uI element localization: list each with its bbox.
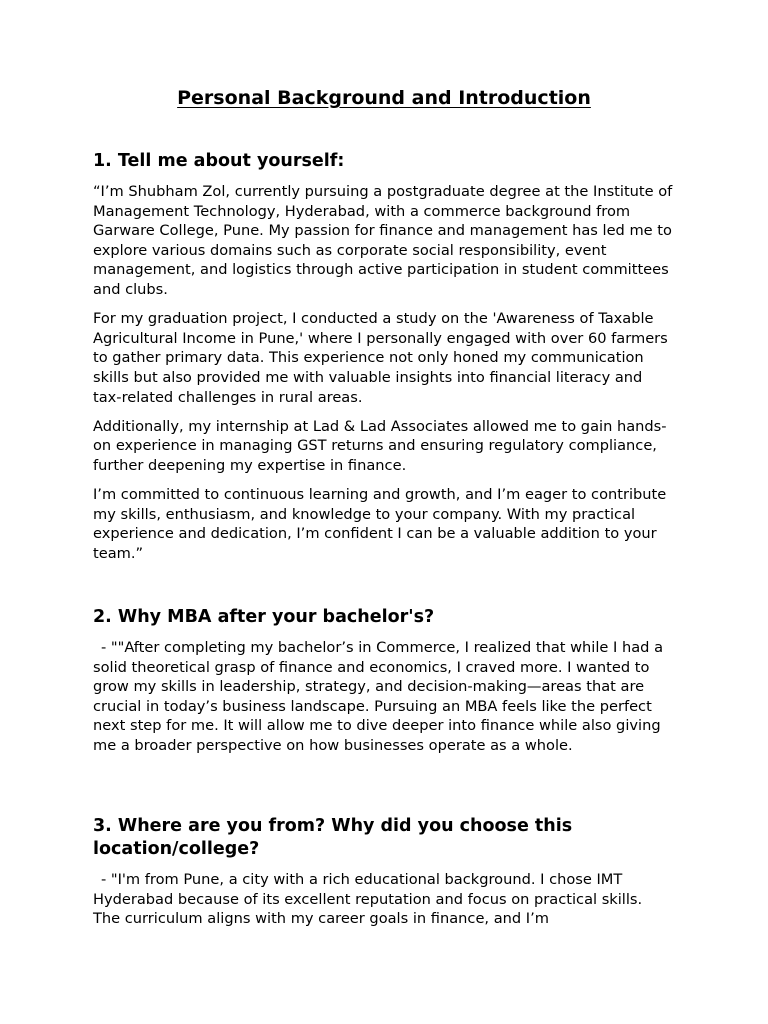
paragraph: I’m committed to continuous learning and growth, and I’m eager to contribute my skills, enthusiasm, and knowledge to your company. With my practical experience and dedication, I’m confident I can be a valuable addition to your team.”	[93, 486, 667, 562]
section-where-are-you-from	[93, 815, 673, 929]
section-tell-me-about-yourself	[93, 150, 673, 563]
paragraph: - ""After completing my bachelor’s in Commerce, I realized that while I had a solid theoretical grasp of finance and economics, I craved more. I wanted to grow my skills in leadership, strategy, and decision-making—areas that are crucial in today’s business landscape. Pursuing an MBA feels like the perfect next step for me. It will allow me to dive deeper into finance while also giving me a broader perspective on how businesses operate as a whole.	[93, 639, 664, 754]
section-heading: 1. Tell me about yourself:	[93, 151, 345, 171]
paragraph: “I’m Shubham Zol, currently pursuing a postgraduate degree at the Institute of Management Technology, Hyderabad, with a commerce background from Garware College, Pune. My passion for finance and management has led me to explore various domains such as corporate social responsibility, event management, and logistics through active participation in student committees and clubs.	[93, 183, 673, 298]
paragraph: - "I'm from Pune, a city with a rich educational background. I chose IMT Hyderabad because of its excellent reputation and focus on practical skills. The curriculum aligns with my career goals in finance, and I’m	[93, 871, 643, 928]
section-why-mba	[93, 606, 673, 756]
document-title: Personal Background and Introduction	[177, 87, 591, 109]
paragraph: For my graduation project, I conducted a study on the 'Awareness of Taxable Agricultural Income in Pune,' where I personally engaged with over 60 farmers to gather primary data. This experience not only honed my communication skills but also provided me with valuable insights into financial literacy and tax-related challenges in rural areas.	[93, 310, 668, 406]
section-heading: 3. Where are you from? Why did you choose this location/college?	[93, 816, 573, 859]
paragraph: Additionally, my internship at Lad & Lad Associates allowed me to gain hands-on experience in managing GST returns and ensuring regulatory compliance, further deepening my expertise in finance.	[93, 417, 667, 474]
section-heading: 2. Why MBA after your bachelor's?	[93, 607, 435, 627]
